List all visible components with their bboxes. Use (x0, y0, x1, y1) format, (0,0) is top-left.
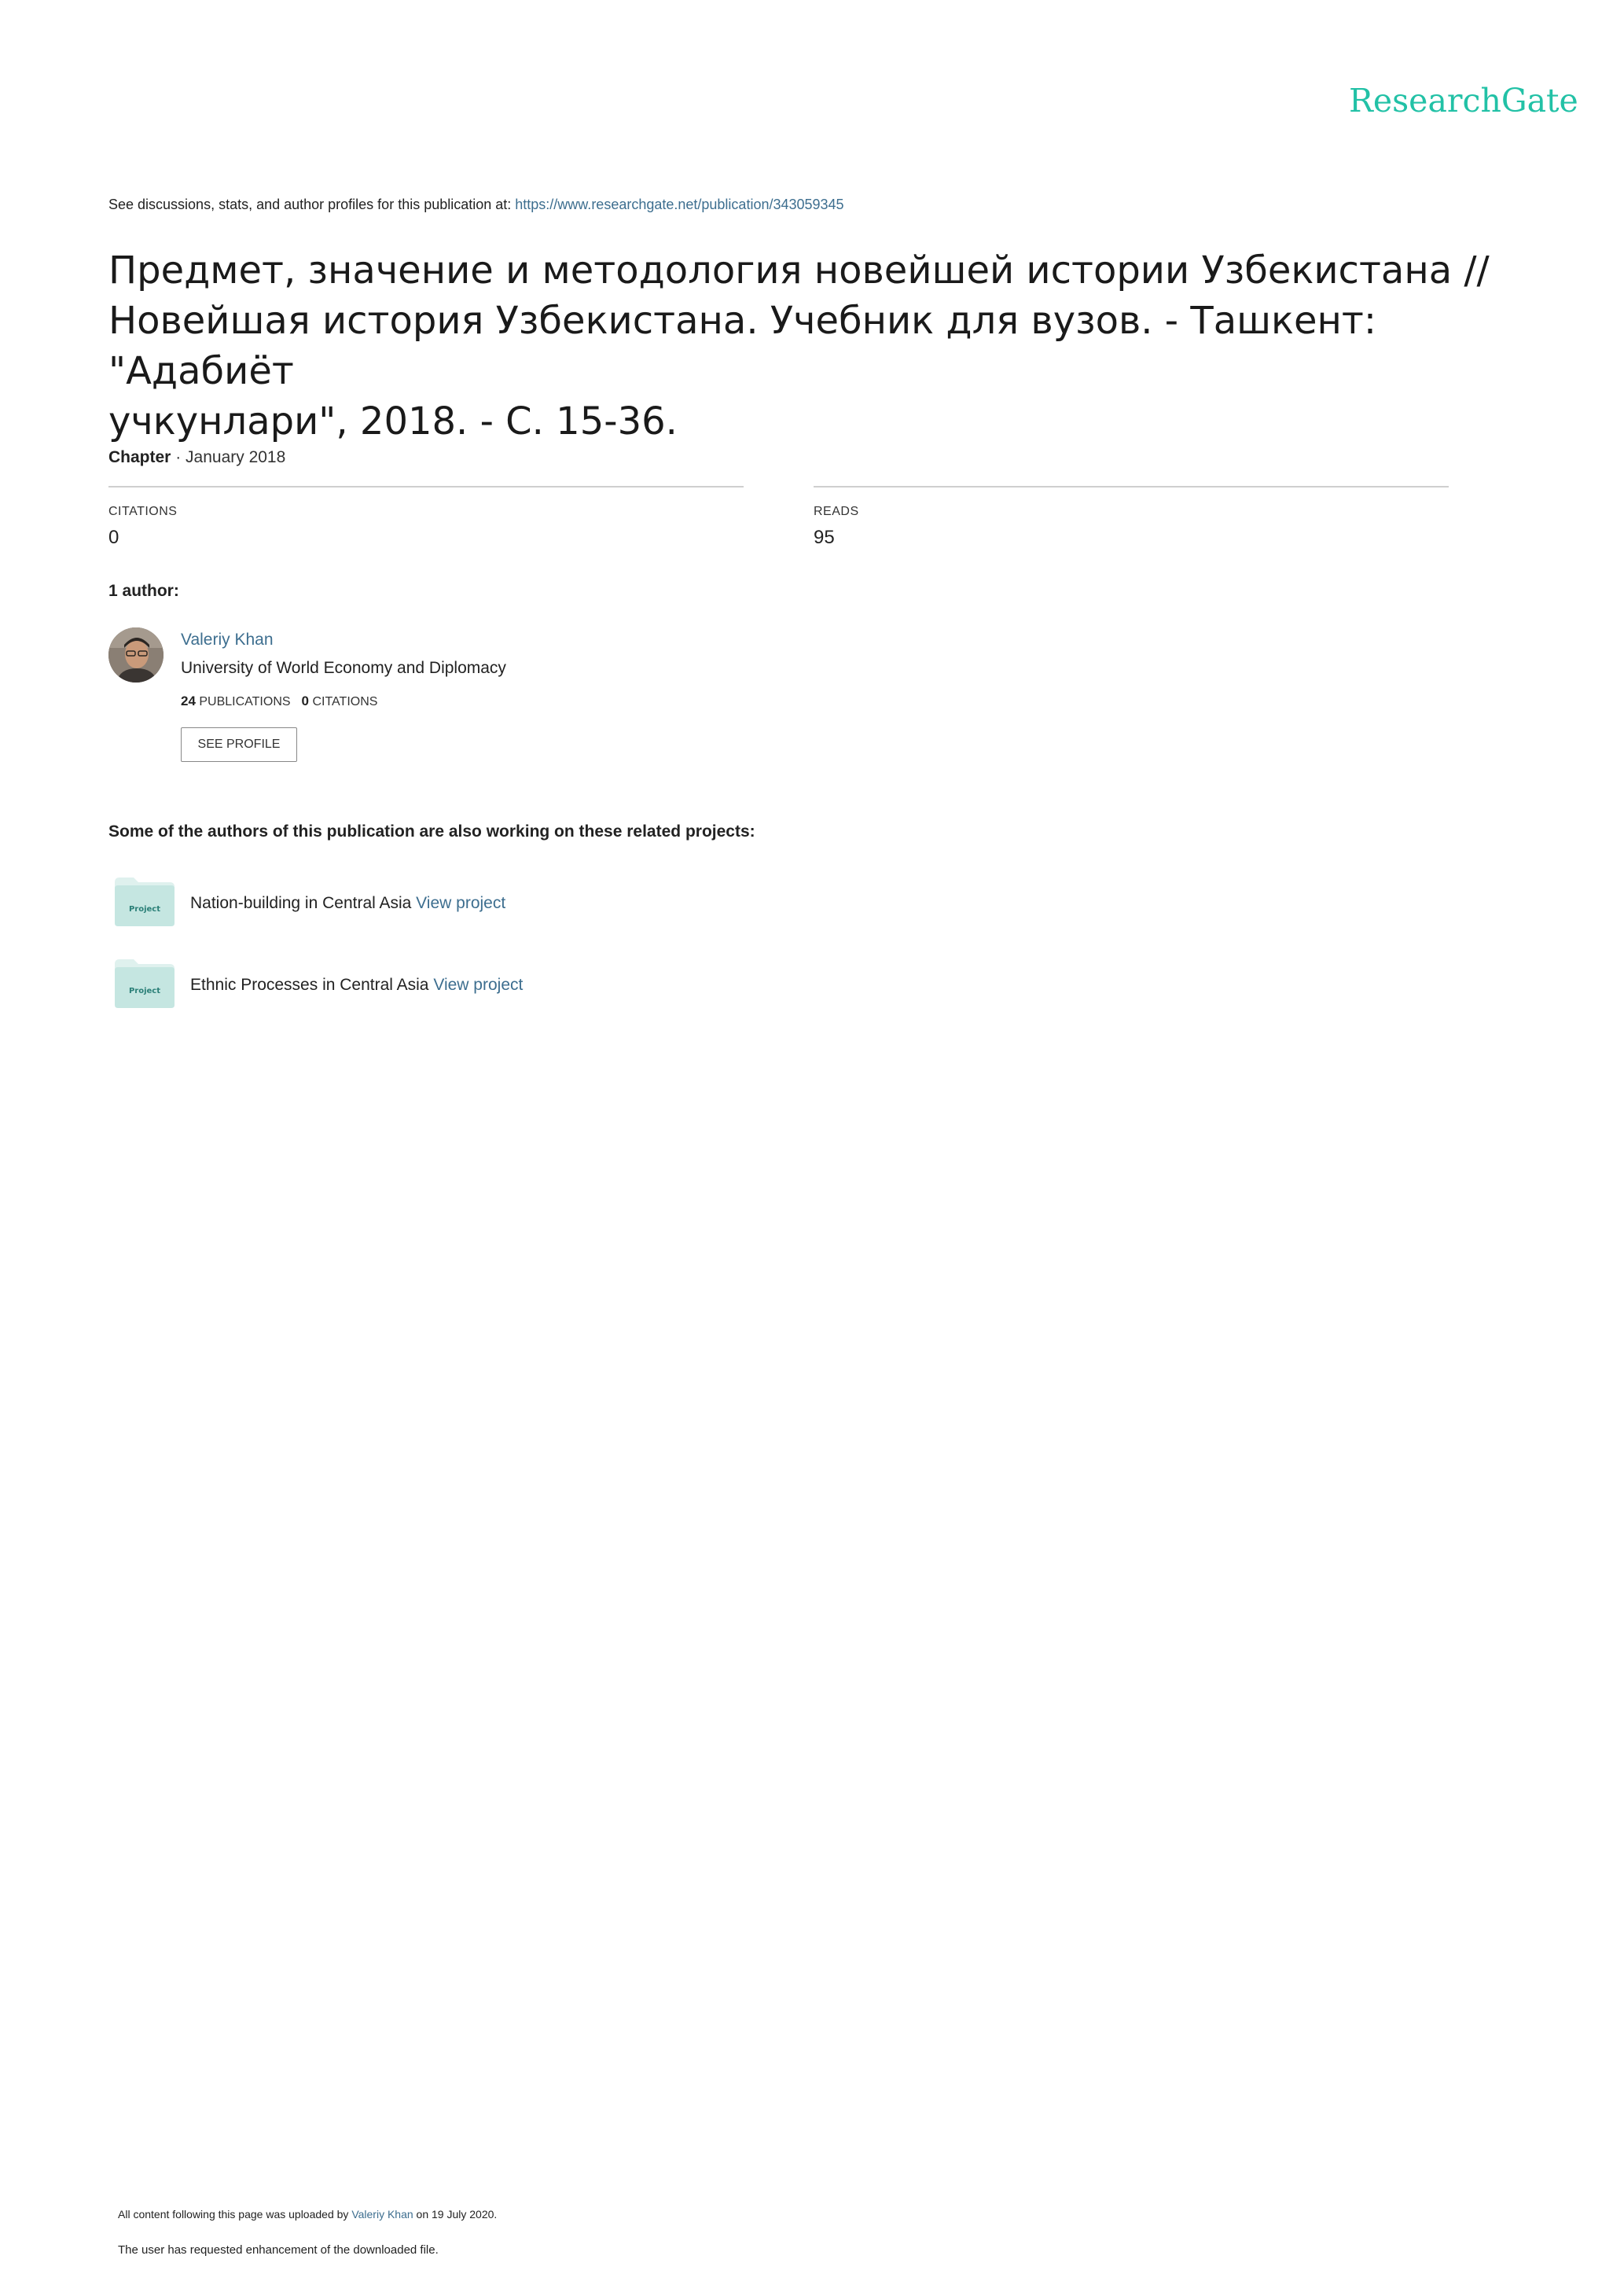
publication-meta (108, 448, 285, 467)
publication-date: January 2018 (186, 448, 286, 466)
see-profile-button[interactable]: SEE PROFILE (181, 727, 297, 762)
researchgate-logo[interactable]: ResearchGate (1349, 82, 1578, 120)
project-name: Nation-building in Central Asia (190, 894, 412, 912)
title-line-3: учкунлари", 2018. - С. 15-36. (108, 399, 678, 443)
author-stats (181, 694, 377, 709)
view-project-link[interactable]: View project (416, 894, 506, 912)
divider-reads (814, 486, 1449, 488)
author-citations-count: 0 (301, 694, 310, 708)
publication-type: Chapter (108, 448, 171, 466)
upload-suffix: on 19 July 2020. (413, 2208, 498, 2221)
title-line-2: Новейшая история Узбекистана. Учебник для вузов. - Ташкент: "Адабиёт (108, 299, 1377, 393)
author-institution: University of World Economy and Diplomacy (181, 659, 506, 677)
authors-heading: 1 author: (108, 582, 179, 600)
author-avatar[interactable] (108, 627, 164, 683)
citations-value: 0 (108, 527, 119, 548)
avatar-photo (108, 627, 164, 683)
reads-value: 95 (814, 527, 835, 548)
reads-label: READS (814, 505, 859, 518)
project-folder-icon (115, 878, 175, 926)
upload-note (118, 2208, 497, 2221)
discussion-text: See discussions, stats, and author profiles for this publication at: (108, 197, 516, 212)
citations-label: CITATIONS (108, 505, 178, 518)
uploader-link[interactable]: Valeriy Khan (351, 2208, 413, 2221)
project-folder-icon (115, 959, 175, 1008)
publication-title (108, 245, 1523, 447)
author-publications-count: 24 (181, 694, 196, 708)
meta-separator: · (171, 448, 186, 466)
related-project-2 (190, 976, 523, 995)
discussion-line (108, 197, 844, 213)
enhancement-note: The user has requested enhancement of the downloaded file. (118, 2243, 439, 2257)
upload-prefix: All content following this page was uploaded by (118, 2208, 352, 2221)
folder-label: Project (128, 905, 161, 914)
author-publications-label: PUBLICATIONS (199, 695, 291, 708)
related-project-1 (190, 894, 505, 913)
author-citations-label: CITATIONS (312, 695, 378, 708)
author-name-link[interactable]: Valeriy Khan (181, 631, 274, 649)
publication-url-link[interactable]: https://www.researchgate.net/publication/343059345 (515, 197, 844, 212)
view-project-link[interactable]: View project (433, 976, 524, 994)
divider-citations (108, 486, 744, 488)
title-line-1: Предмет, значение и методология новейшей истории Узбекистана // (108, 248, 1490, 293)
related-projects-heading: Some of the authors of this publication are also working on these related projects: (108, 822, 755, 841)
folder-label: Project (128, 987, 161, 995)
project-name: Ethnic Processes in Central Asia (190, 976, 429, 994)
